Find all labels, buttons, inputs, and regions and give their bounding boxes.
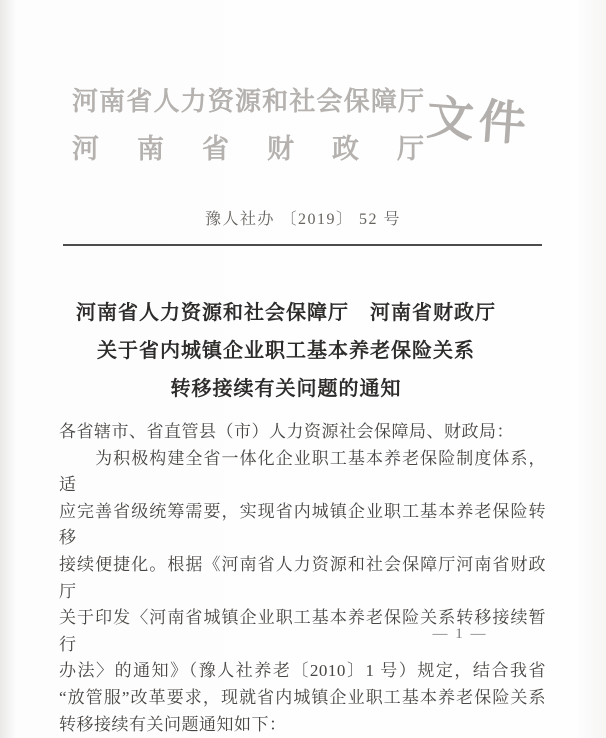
document-number: 豫人社办 〔2019〕 52 号 [204,211,401,228]
letterhead-agency-2: 河南省财政厅 [72,134,424,164]
body-line-salutation: 各省辖市、省直管县（市）人力资源社会保障局、财政局： [59,422,514,441]
document-title [0,294,572,408]
body-line: 接续便捷化。根据《河南省人力资源和社会保障厅河南省财政厅 [59,554,546,601]
title-line: 转移接续有关问题的通知 [170,378,402,400]
letterhead [72,84,424,167]
body-line: 转移接续有关问题通知如下： [59,714,287,734]
page-number: — 1 — [432,626,488,642]
title-line: 关于省内城镇企业职工基本养老保险关系 [97,340,475,362]
body-line: 应完善省级统筹需要，实现省内城镇企业职工基本养老保险转移 [59,501,546,548]
letterhead-agency-1: 河南省人力资源和社会保障厅 [72,87,424,116]
body-line: 办法〉的通知》（豫人社养老〔2010〕1 号）规定，结合我省 [59,661,546,681]
body-line: “放管服”改革要求，现就省内城镇企业职工基本养老保险关系 [59,687,546,707]
header-rule [63,244,542,246]
body-line: 关于印发〈河南省城镇企业职工基本养老保险关系转移接续暂行 [59,608,546,654]
letterhead-doc-type-label: 文件 [424,92,533,152]
document-body [59,419,546,738]
title-line: 河南省人力资源和社会保障厅 河南省财政厅 [76,302,496,324]
body-line: 为积极构建全省一体化企业职工基本养老保险制度体系，适 [59,448,546,495]
